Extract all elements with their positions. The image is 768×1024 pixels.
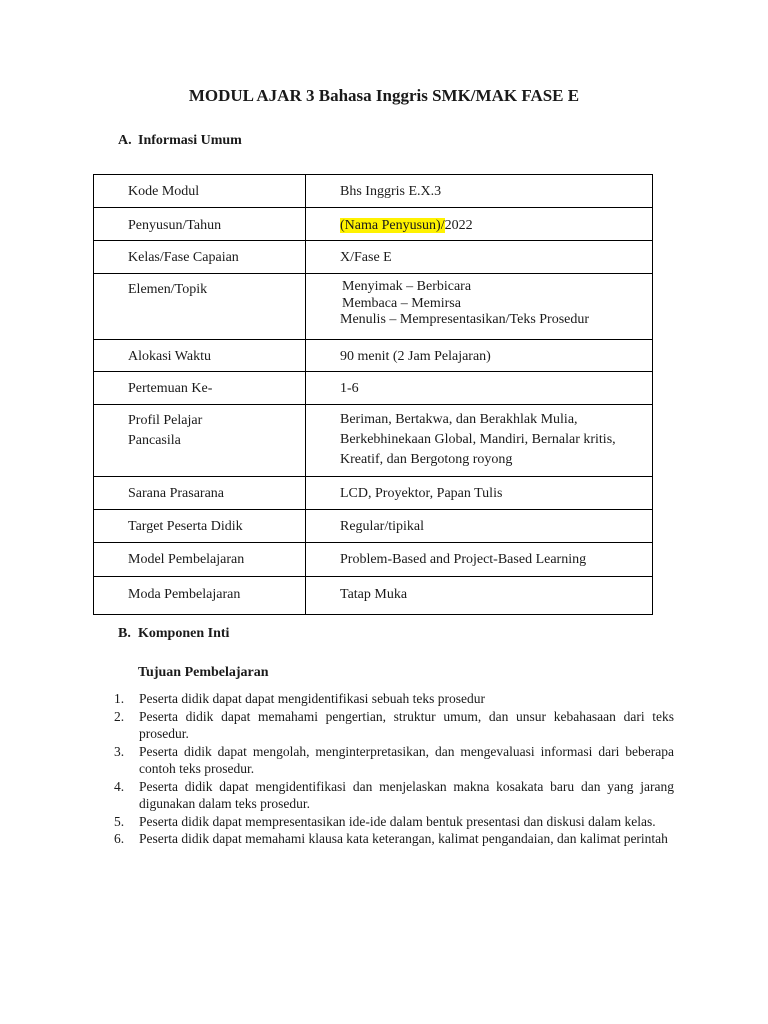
highlighted-text: (Nama Penyusun)/: [340, 218, 445, 233]
item-number: 6.: [114, 831, 125, 846]
section-a-heading: [118, 133, 242, 149]
profile-line: Beriman, Bertakwa, dan Berakhlak Mulia,: [340, 412, 578, 427]
row-key: Pertemuan Ke-: [94, 372, 306, 405]
row-key: Elemen/Topik: [94, 274, 306, 340]
row-key: Target Peserta Didik: [94, 510, 306, 543]
list-item: [114, 778, 674, 813]
table-row: [94, 577, 653, 615]
section-b-letter: B.: [118, 626, 131, 641]
section-b-heading: [118, 626, 229, 642]
topic-line: Menyimak – Berbicara: [342, 279, 472, 294]
list-item: [114, 743, 674, 778]
row-value: [306, 405, 653, 477]
row-value: X/Fase E: [306, 241, 653, 274]
table-row: [94, 208, 653, 241]
item-text: Peserta didik dapat memahami pengertian, struktur umum, dan unsur kebahasaan dari teks prosedur.: [139, 708, 674, 741]
item-text: Peserta didik dapat dapat mengidentifikasi sebuah teks prosedur: [139, 691, 486, 706]
row-key: Model Pembelajaran: [94, 543, 306, 577]
row-key: [94, 405, 306, 477]
table-row: [94, 274, 653, 340]
document-title: MODUL AJAR 3 Bahasa Inggris SMK/MAK FASE E: [188, 86, 580, 105]
table-row: [94, 510, 653, 543]
row-key: Sarana Prasarana: [94, 477, 306, 510]
profile-line: Berkebhinekaan Global, Mandiri, Bernalar kritis,: [340, 432, 616, 447]
row-value: [306, 274, 653, 340]
row-key: Moda Pembelajaran: [94, 577, 306, 615]
list-item: [114, 830, 674, 848]
item-number: 1.: [114, 691, 125, 706]
table-row: [94, 241, 653, 274]
item-number: 4.: [114, 778, 125, 794]
row-value-rest: 2022: [444, 218, 473, 233]
row-value: Regular/tipikal: [306, 510, 653, 543]
table-row: [94, 405, 653, 477]
row-key: Penyusun/Tahun: [94, 208, 306, 241]
row-value: Problem-Based and Project-Based Learning: [306, 543, 653, 577]
topic-line: Membaca – Memirsa: [342, 295, 461, 311]
table-row: [94, 477, 653, 510]
item-number: 5.: [114, 813, 125, 829]
row-key: Kelas/Fase Capaian: [94, 241, 306, 274]
row-value: LCD, Proyektor, Papan Tulis: [306, 477, 653, 510]
row-value: Bhs Inggris E.X.3: [306, 175, 653, 208]
list-item: [114, 813, 674, 831]
list-item: [114, 690, 674, 708]
row-key: Alokasi Waktu: [94, 340, 306, 372]
topic-line: Menulis – Mempresentasikan/Teks Prosedur: [340, 312, 590, 327]
item-text: Peserta didik dapat mengidentifikasi dan menjelaskan makna kosakata baru dan yang jarang digunakan dalam teks prosedur.: [139, 778, 674, 811]
table-row: [94, 543, 653, 577]
item-text: Peserta didik dapat mempresentasikan ide-ide dalam bentuk presentasi dan diskusi dalam kelas.: [139, 813, 656, 829]
item-text: Peserta didik dapat memahami klausa kata keterangan, kalimat pengandaian, dan kalimat perintah: [139, 831, 668, 846]
row-value: 90 menit (2 Jam Pelajaran): [306, 340, 653, 372]
key-line: Pancasila: [128, 433, 181, 448]
list-item: [114, 708, 674, 743]
item-number: 3.: [114, 743, 125, 759]
key-line: Profil Pelajar: [128, 413, 203, 428]
item-text: Peserta didik dapat mengolah, menginterpretasikan, dan mengevaluasi informasi dari beberapa contoh teks prosedur.: [139, 743, 674, 776]
row-value: [306, 208, 653, 241]
profile-line: Kreatif, dan Bergotong royong: [340, 452, 513, 467]
item-number: 2.: [114, 708, 125, 724]
table-row: [94, 340, 653, 372]
info-table: [93, 174, 653, 615]
row-value: 1-6: [306, 372, 653, 405]
table-row: [94, 175, 653, 208]
row-key: Kode Modul: [94, 175, 306, 208]
row-value: Tatap Muka: [306, 577, 653, 615]
goals-list: [114, 690, 674, 848]
table-row: [94, 372, 653, 405]
section-b-label: Komponen Inti: [138, 626, 230, 641]
section-a-letter: A.: [118, 133, 132, 148]
section-a-label: Informasi Umum: [138, 133, 242, 148]
tujuan-heading: Tujuan Pembelajaran: [138, 665, 269, 680]
